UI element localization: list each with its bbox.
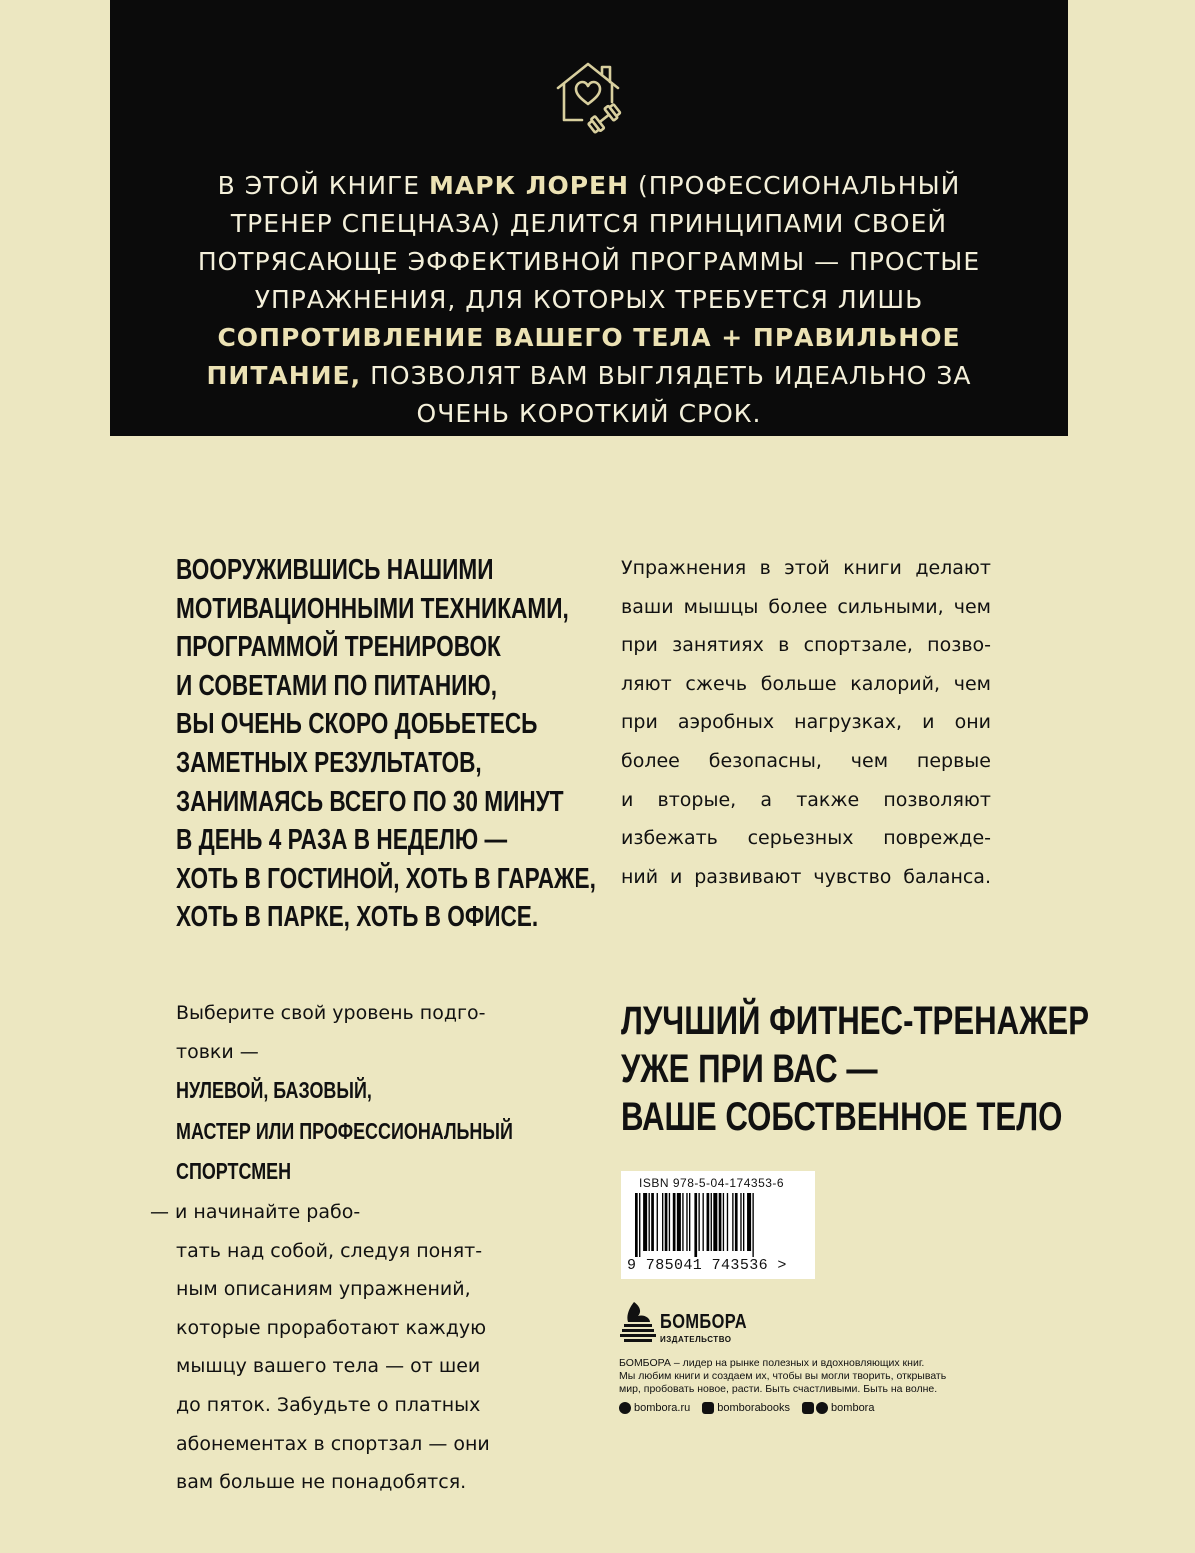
author-name: МАРК ЛОРЕН	[429, 171, 630, 200]
exercises-line: избежать серьезных поврежде-	[621, 827, 991, 850]
barcode-bar	[752, 1193, 753, 1257]
exercises-line: ваши мышцы более сильными, чем	[621, 595, 991, 618]
home-fitness-icon	[552, 58, 624, 134]
motivation-line: ВЫ ОЧЕНЬ СКОРО ДОБЬЕТЕСЬ	[176, 708, 538, 741]
level-paragraph	[150, 994, 526, 1502]
publisher-desc-line: БОМБОРА – лидер на рынке полезных и вдохновляющих книг.	[619, 1357, 925, 1369]
barcode-bar	[639, 1193, 640, 1257]
barcode-bar	[635, 1193, 638, 1257]
barcode-bar	[677, 1193, 681, 1251]
publisher-subtitle: ИЗДАТЕЛЬСТВО	[660, 1335, 732, 1344]
motivation-line: В ДЕНЬ 4 РАЗА В НЕДЕЛЮ —	[176, 824, 508, 857]
level-line	[176, 1033, 526, 1112]
social-label: bombora	[831, 1402, 875, 1414]
barcode-bar	[743, 1193, 744, 1251]
barcode-bar	[682, 1193, 683, 1251]
vk-link[interactable]	[702, 1402, 790, 1414]
level-line: Выберите свой уровень подго-	[176, 1002, 486, 1024]
motivation-line: МОТИВАЦИОННЫМИ ТЕХНИКАМИ,	[176, 592, 569, 625]
barcode-digits: 9 785041 743536 >	[627, 1257, 787, 1274]
level-text: товки —	[176, 1040, 259, 1063]
level-line: до пяток. Забудьте о платных	[176, 1393, 481, 1416]
barcode-bar	[686, 1193, 687, 1251]
level-options: НУЛЕВОЙ, БАЗОВЫЙ,	[176, 1077, 372, 1104]
motivation-line: ЗАМЕТНЫХ РЕЗУЛЬТАТОВ,	[176, 746, 482, 779]
barcode-bar	[662, 1193, 663, 1251]
level-line: которые проработают каждую	[176, 1316, 487, 1339]
level-line	[150, 1152, 526, 1231]
motivation-line: ПРОГРАММОЙ ТРЕНИРОВОК	[176, 631, 501, 664]
youtube-icon	[802, 1402, 814, 1414]
barcode-bar	[649, 1193, 650, 1251]
motivation-line: ХОТЬ В ГОСТИНОЙ, ХОТЬ В ГАРАЖЕ,	[176, 862, 596, 895]
exercises-line: Упражнения в этой книги делают	[621, 557, 991, 579]
exercises-line: и вторые, а также позволяют	[621, 788, 991, 811]
intro-text-2: (ПРОФЕССИОНАЛЬНЫЙ ТРЕНЕР СПЕЦНАЗА) ДЕЛИТСЯ ПРИНЦИПАМИ СВОЕЙ ПОТРЯСАЮЩЕ ЭФФЕКТИВНОЙ ПРОГРАММЫ — ПРОСТЫЕ УПРАЖНЕНИЯ, ДЛЯ КОТОРЫХ ТРЕБУЕТСЯ ЛИШЬ	[197, 171, 981, 314]
globe-icon	[619, 1402, 631, 1414]
intro-text-1: В ЭТОЙ КНИГЕ	[217, 171, 430, 200]
intro-text-3: ПОЗВОЛЯТ ВАМ ВЫГЛЯДЕТЬ ИДЕАЛЬНО ЗА ОЧЕНЬ КОРОТКИЙ СРОК.	[361, 361, 972, 428]
publisher-name: БОМБОРА	[660, 1311, 747, 1333]
tagline-line: ЛУЧШИЙ ФИТНЕС-ТРЕНАЖЕР	[621, 999, 1090, 1043]
level-line: тать над собой, следуя понят-	[176, 1239, 483, 1262]
barcode-bar	[665, 1193, 668, 1251]
barcode-bar	[698, 1193, 699, 1251]
level-line: вам больше не понадобятся.	[176, 1471, 467, 1494]
vk-icon	[702, 1402, 714, 1414]
tagline	[621, 997, 1090, 1141]
motivation-line: ВООРУЖИВШИСЬ НАШИМИ	[176, 554, 494, 586]
barcode-bar	[740, 1193, 741, 1251]
publisher-desc-line: Мы любим книги и создаем их, чтобы вы могли творить, открывать	[619, 1370, 947, 1382]
publisher-description	[619, 1357, 959, 1396]
barcode-bar	[673, 1193, 676, 1251]
tagline-line: УЖЕ ПРИ ВАС —	[621, 1047, 878, 1091]
barcode-icon	[635, 1193, 801, 1257]
isbn-label: ISBN 978-5-04-174353-6	[639, 1176, 785, 1190]
barcode-bar	[651, 1193, 654, 1251]
barcode-bar	[747, 1193, 751, 1251]
intro-paragraph	[176, 167, 1002, 433]
barcode-bar	[735, 1193, 738, 1251]
publisher-desc-line: мир, пробовать новое, расти. Быть счастливыми. Быть на волне.	[619, 1383, 938, 1395]
level-line: мышцу вашего тела — от шеи	[176, 1355, 481, 1378]
exercises-line: ний и развивают чувство баланса.	[621, 865, 991, 888]
level-line: ным описаниям упражнений,	[176, 1278, 471, 1301]
website-label: bombora.ru	[634, 1402, 691, 1414]
exercises-line: более безопасны, чем первые	[621, 749, 991, 772]
telegram-icon	[816, 1402, 828, 1414]
barcode-bar	[713, 1193, 717, 1251]
social-link[interactable]	[802, 1402, 874, 1414]
motivation-block	[176, 551, 596, 937]
level-options: СПОРТСМЕН	[176, 1158, 292, 1185]
barcode-bar	[643, 1193, 647, 1251]
vk-label: bomborabooks	[717, 1402, 791, 1414]
barcode-bar	[703, 1193, 704, 1251]
level-line: абонементах в спортзал — они	[176, 1432, 490, 1455]
barcode-bar	[719, 1193, 722, 1251]
barcode-bar	[689, 1193, 690, 1251]
social-links	[619, 1400, 886, 1416]
website-link[interactable]	[619, 1402, 690, 1414]
barcode-bar	[711, 1193, 712, 1251]
barcode-bar	[694, 1193, 697, 1257]
isbn-barcode	[621, 1171, 815, 1279]
motivation-line: ХОТЬ В ПАРКЕ, ХОТЬ В ОФИСЕ.	[176, 901, 539, 934]
barcode-bar	[727, 1193, 728, 1251]
motivation-line: И СОВЕТАМИ ПО ПИТАНИЮ,	[176, 669, 498, 702]
motivation-line: ЗАНИМАЯСЬ ВСЕГО ПО 30 МИНУТ	[176, 785, 564, 818]
exercises-paragraph	[621, 549, 991, 896]
level-options: МАСТЕР ИЛИ ПРОФЕССИОНАЛЬНЫЙ	[176, 1117, 513, 1144]
barcode-bar	[669, 1193, 670, 1251]
level-line	[176, 1112, 526, 1153]
exercises-line: при аэробных нагрузках, и они	[621, 711, 991, 734]
barcode-bar	[657, 1193, 658, 1251]
bombora-logo-icon	[620, 1300, 656, 1346]
exercises-line: ляют сжечь больше калорий, чем	[621, 672, 991, 695]
barcode-bar	[707, 1193, 710, 1251]
barcode-bar	[732, 1193, 733, 1251]
level-text: — и начинайте рабо-	[150, 1200, 361, 1223]
intro-highlight: СОПРОТИВЛЕНИЕ ВАШЕГО ТЕЛА + ПРАВИЛЬНОЕ ПИТАНИЕ,	[206, 323, 961, 390]
tagline-line: ВАШЕ СОБСТВЕННОЕ ТЕЛО	[621, 1095, 1063, 1139]
exercises-line: при занятиях в спортзале, позво-	[621, 634, 991, 657]
barcode-bar	[723, 1193, 724, 1251]
